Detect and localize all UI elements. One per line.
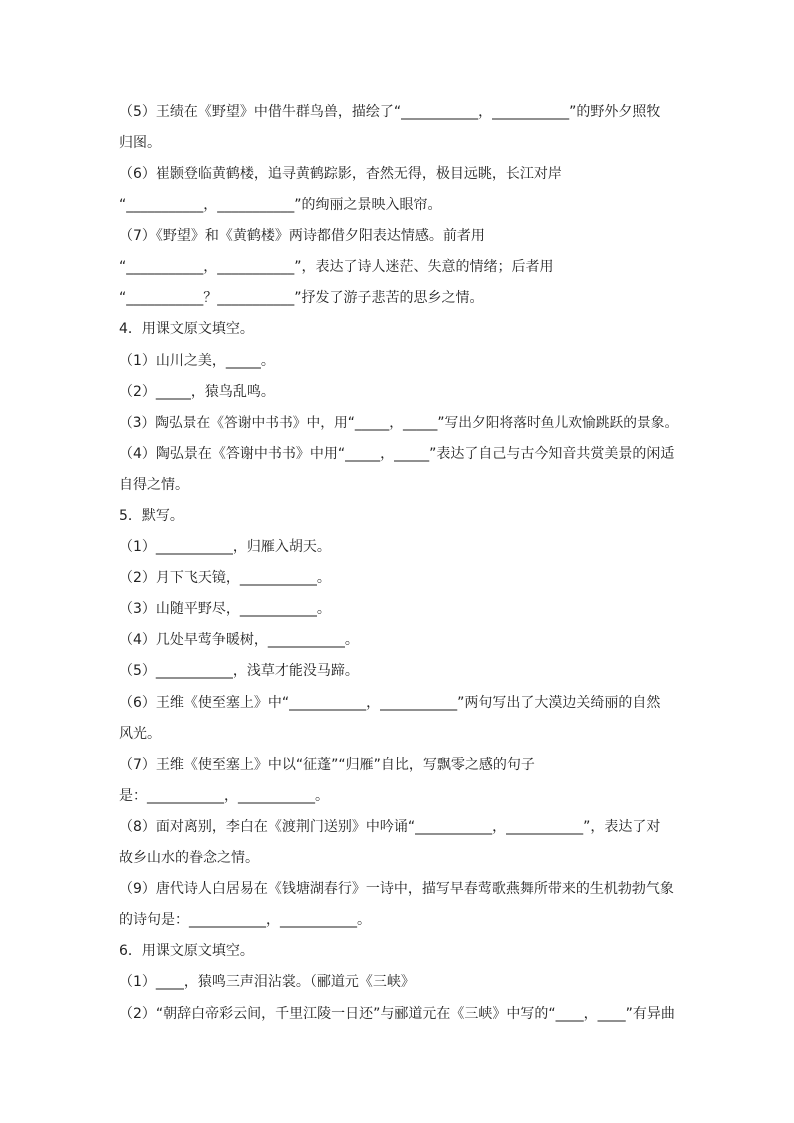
q3-item-5-line-2: 归图。 [119,135,161,151]
q5-item-7-line-1: （7）王维《使至塞上》中以“征蓬”“归雁”自比，写飘零之感的句子 [119,757,535,773]
q5-item-3: （3）山随平野尽，___________。 [119,601,331,617]
q3-item-6-line-1: （6）崔颢登临黄鹤楼，追寻黄鹤踪影，杳然无得，极目远眺，长江对岸 [119,166,562,182]
q4-item-4-line-2: 自得之情。 [119,477,189,493]
q3-item-7-line-2: “___________，___________”，表达了诗人迷茫、失意的情绪；后者用 [119,259,554,275]
q5-item-1: （1）___________，归雁入胡天。 [119,539,331,555]
q5-item-9-line-1: （9）唐代诗人白居易在《钱塘湖春行》一诗中，描写早春莺歌燕舞所带来的生机勃勃气象 [119,881,674,897]
q4-heading: 4．用课文原文填空。 [119,321,254,337]
q4-item-2: （2）_____，猿鸟乱鸣。 [119,384,275,400]
q6-item-2: （2）“朝辞白帝彩云间，千里江陵一日还”与郦道元在《三峡》中写的“____，____”有异曲 [119,1006,675,1022]
q5-item-5: （5）___________，浅草才能没马蹄。 [119,663,359,679]
q5-item-6-line-2: 风光。 [119,726,161,742]
q5-item-8-line-1: （8）面对离别，李白在《渡荆门送别》中吟诵“___________，___________”，表达了对 [119,819,661,835]
q5-heading: 5．默写。 [119,508,184,524]
q3-item-7-line-3: “___________？___________”抒发了游子悲苦的思乡之情。 [119,290,484,306]
q5-item-9-line-2: 的诗句是：___________，___________。 [119,912,371,928]
q5-item-8-line-2: 故乡山水的眷念之情。 [119,850,259,866]
q5-item-7-line-2: 是：___________，___________。 [119,788,329,804]
q6-item-1: （1）____，猿鸣三声泪沾裳。（郦道元《三峡》 [119,974,415,990]
q4-item-1: （1）山川之美，_____。 [119,353,275,369]
q5-item-2: （2）月下飞天镜，___________。 [119,570,331,586]
q3-item-5-line-1: （5）王绩在《野望》中借牛群鸟兽，描绘了“___________，___________”的野外夕照牧 [119,104,661,120]
q3-item-6-line-2: “___________，___________”的绚丽之景映入眼帘。 [119,197,442,213]
q4-item-4-line-1: （4）陶弘景在《答谢中书书》中用“_____，_____”表达了自己与古今知音共赏美景的闲适 [119,446,675,462]
q6-heading: 6．用课文原文填空。 [119,943,254,959]
q5-item-6-line-1: （6）王维《使至塞上》中“___________，___________”两句写出了大漠边关绮丽的自然 [119,695,661,711]
q3-item-7-line-1: （7）《野望》和《黄鹤楼》两诗都借夕阳表达情感。前者用 [119,228,485,244]
q4-item-3: （3）陶弘景在《答谢中书书》中，用“_____，_____”写出夕阳将落时鱼儿欢愉跳跃的景象。 [119,415,679,431]
q5-item-4: （4）几处早莺争暖树，___________。 [119,632,359,648]
